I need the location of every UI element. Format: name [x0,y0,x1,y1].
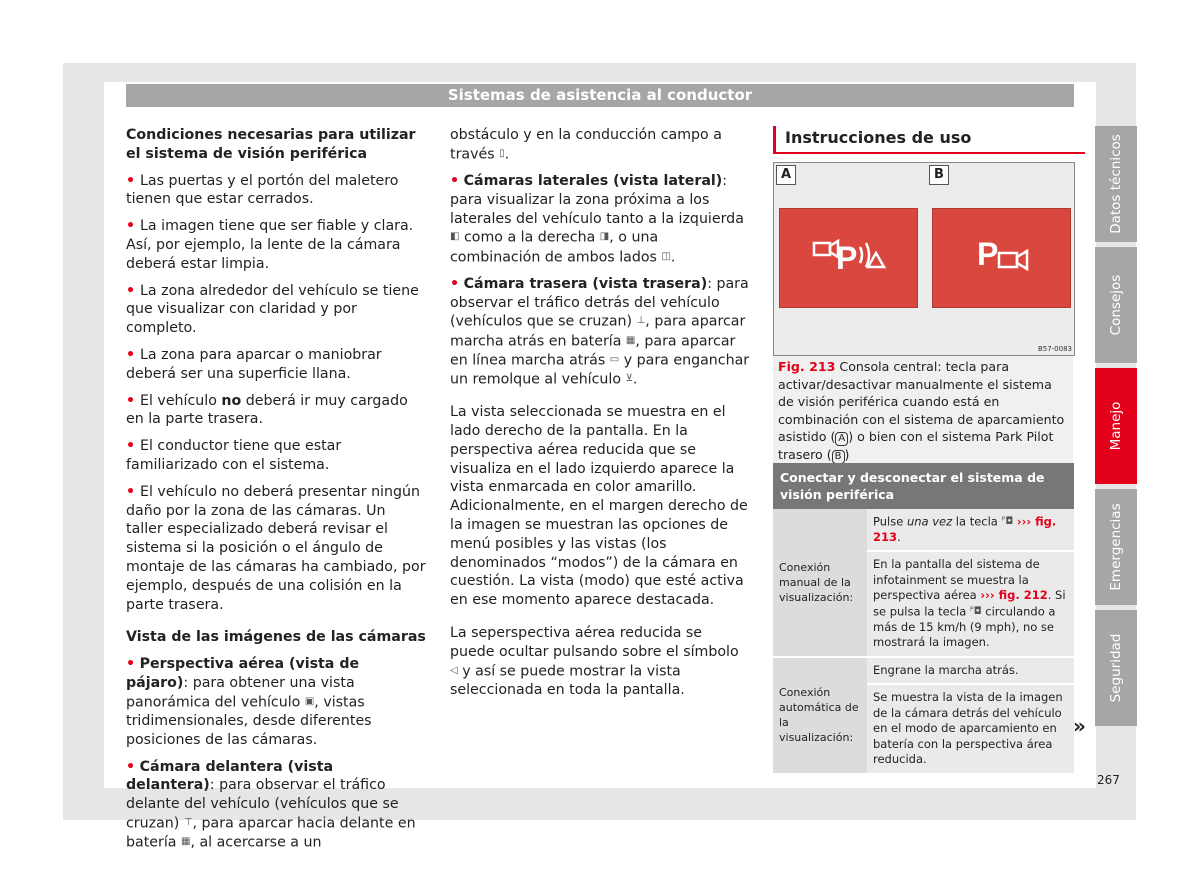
condition-item: • El vehículo no deberá presentar ningún daño por la zona de las cámaras. Un taller especializado deberá revisar el sistema si la posición o el ángulo de montaje de las cámaras ha cambiado, por ejemplo, después de una colisión en la parte trasera. [126,483,426,613]
condition-item: • La zona para aparcar o maniobrar deberá ser una superficie llana. [126,346,382,382]
tab-emergencias[interactable]: Emergencias [1095,489,1137,605]
rear-parking-icon: ▦ [625,334,636,346]
left-side-icon: ◧ [450,231,460,243]
row-value-auto-reverse: Engrane la marcha atrás. [867,657,1074,685]
paragraph-hide-aerial: La seperspectiva aérea reducida se puede ocultar pulsando sobre el símbolo ◁ y así se puede mostrar la vista seleccionada en toda la pantalla. [450,624,739,698]
front-view-continuation: obstáculo y en la conducción campo a través ▯. [450,127,722,163]
row-label-auto: Conexión automática de la visualización: [773,657,867,774]
aerial-view-icon: ▣ [304,695,315,707]
connection-table [773,463,1074,775]
bullet-dot: • [450,173,460,189]
section-heading-conditions: Condiciones necesarias para utilizar el sistema de visión periférica [126,127,416,162]
camera-park-pilot-icon [933,209,1070,307]
svg-text:P: P [836,240,858,276]
tab-datos-tecnicos[interactable]: Datos técnicos [1095,126,1137,242]
figure-number: Fig. 213 [778,359,836,374]
section-heading-camera-views: Vista de las imágenes de las cámaras [126,629,426,646]
parallel-parking-icon: ▭ [609,353,620,365]
condition-item: • La zona alrededor del vehículo se tiene que visualizar con claridad y por completo. [126,282,419,337]
figure-caption: Fig. 213 Consola central: tecla para activar/desactivar manualmente el sistema de visión periférica cuando está en combinación con el sistema de aparcamiento asistido ( A ) o bien con el sistema Park Pilot trasero ( B ) [773,356,1073,466]
panel-label-b: B [929,165,949,185]
cross-traffic-front-icon: ⊤ [183,816,193,828]
tab-manejo[interactable]: Manejo [1095,368,1137,484]
row-label-manual: Conexión manual de la visualización: [773,509,867,657]
paragraph-view-description: La vista seleccionada se muestra en el lado derecho de la pantalla. En la perspectiva aérea reducida que se visualiza en el lado izquierdo aparece la vista enmarcada en color amarillo. Adicionalmente, en el margen derecho de la imagen se muestran las opciones de menú posibles y las vistas (los denominados “modos”) de la cámara en cuestión. La vista (modo) que esté activa en ese momento aparece destacada. [450,404,748,609]
table-title: Conectar y desconectar el sistema de visión periférica [773,463,1074,509]
bullet-dot: • [126,282,141,299]
figure-code: B57-0083 [1037,345,1072,353]
hide-triangle-icon: ◁ [450,664,458,676]
tab-consejos[interactable]: Consejos [1095,247,1137,363]
row-value-auto-display: Se muestra la vista de la imagen de la cámara detrás del vehículo en el modo de aparcamiento en batería con la perspectiva área reducida. [867,684,1074,774]
view-item-front: • Cámara delantera (vista delantera): para observar el tráfico delante del vehículo (vehículos que se cruzan) ⊤, para aparcar hacia delante en batería ▦, al acercarse a un [126,758,416,851]
bullet-dot: • [126,483,141,500]
column-left [126,126,426,860]
camera-key-icon: ᴾ◘ [969,605,982,617]
bullet-dot: • [126,218,141,235]
bullet-dot: • [126,438,141,455]
conditions-list [126,172,426,615]
bullet-dot: • [126,346,141,363]
park-assist-camera-button [779,208,918,308]
camera-park-assist-icon [780,209,917,307]
park-pilot-camera-button [932,208,1071,308]
offroad-icon: ▯ [499,147,505,159]
continue-icon: » [1073,714,1086,738]
tab-seguridad[interactable]: Seguridad [1095,610,1137,726]
cross-traffic-rear-icon: ⊥ [636,315,646,327]
condition-item: • El vehículo no deberá ir muy cargado en la parte trasera. [126,392,408,428]
condition-item: • Las puertas y el portón del maletero tienen que estar cerrados. [126,172,399,208]
bullet-dot: • [450,275,460,292]
table-row [773,509,1074,551]
page-number: 267 [1097,773,1120,787]
label-a-ref: A [835,432,848,446]
condition-item: • El conductor tiene que estar familiarizado con el sistema. [126,438,342,473]
label-b-ref: B [832,450,845,464]
panel-label-a: A [776,165,796,185]
column-middle [450,126,750,708]
right-side-icon: ◨ [599,231,610,243]
front-parking-icon: ▦ [180,836,191,848]
view-item-side: • Cámaras laterales (vista lateral): para visualizar la zona próxima a los laterales del vehículo tanto a la izquierda ◧ como a la derecha ◨, o una combinación de ambos lados ◫. [450,173,744,265]
chapter-header: Sistemas de asistencia al conductor [126,84,1074,107]
section-title-instructions: Instrucciones de uso [773,126,1085,154]
bullet-dot: • [126,656,136,673]
trailer-hitch-icon: ⊻ [625,373,633,384]
both-sides-icon: ◫ [661,250,671,262]
row-value-manual-press: Pulse una vez la tecla ᴾ◘ ››› fig. 213. [867,509,1074,551]
camera-key-icon: ᴾ◘ [1001,516,1014,527]
bullet-dot: • [126,392,141,409]
bullet-dot: • [126,758,136,775]
bullet-dot: • [126,172,141,189]
figure-213 [773,162,1075,356]
condition-item: • La imagen tiene que ser fiable y clara. Así, por ejemplo, la lente de la cámara deberá estar limpia. [126,218,414,272]
svg-text:P: P [977,236,999,272]
view-item-rear: • Cámara trasera (vista trasera): para observar el tráfico detrás del vehículo (vehículos que se cruzan) ⊥, para aparcar marcha atrás en batería ▦, para aparcar en línea marcha atrás ▭ y para enganchar un remolque al vehículo ⊻. [450,275,750,388]
row-value-manual-display: En la pantalla del sistema de infotainment se muestra la perspectiva aérea ››› fig. 212. Si se pulsa la tecla ᴾ◘ circulando a más de 15 km/h (9 mph), no se mostrará la imagen. [867,551,1074,656]
table-row [773,657,1074,685]
view-item-aerial: • Perspectiva aérea (vista de pájaro): para obtener una vista panorámica del vehículo ▣, vistas tridimensionales, desde diferentes posiciones de las cámaras. [126,656,372,748]
